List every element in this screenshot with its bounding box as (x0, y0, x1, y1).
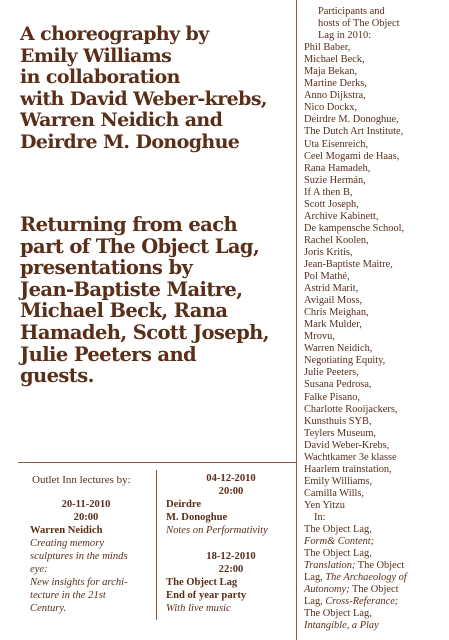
participant-name: Joris Kritis, (304, 246, 353, 258)
heading-line: part of The Object Lag, (20, 234, 260, 258)
event-description: With live music (166, 603, 231, 614)
intro-line: Lag in 2010: (318, 30, 372, 42)
participant-name: Yen Yitzu (304, 499, 345, 511)
event-speaker: Deirdre (166, 499, 202, 510)
participant-name: Jean-Baptiste Maitre, (304, 258, 393, 270)
participants-column (304, 6, 449, 632)
project-line: The Object Lag, (304, 524, 372, 536)
event-description: tecture in the 21st Century. (30, 590, 106, 614)
heading-line: Deirdre M. Donoghue (20, 130, 240, 153)
event-description: Notes on Performativity (166, 525, 268, 536)
event-date: 20-11-2010 (61, 499, 111, 510)
presentations-heading (20, 214, 295, 387)
participant-name: Camilla Wills, (304, 487, 364, 499)
participant-name: Wachtkamer 3e klasse (304, 451, 397, 463)
event-speaker: The Object Lag (166, 577, 238, 588)
participant-name: Michael Beck, (304, 54, 365, 66)
column-divider (296, 0, 297, 640)
project-text: Lag, (304, 596, 326, 608)
event-description: sculptures in the minds eye: (30, 551, 128, 575)
intro-line: Participants and (318, 6, 385, 17)
participant-name: Julie Peeters, (304, 367, 359, 379)
heading-line: in collaboration (20, 66, 180, 89)
project-line (304, 560, 449, 572)
participants-list (304, 42, 449, 512)
participant-name: Phil Baber, (304, 42, 351, 54)
project-line (304, 572, 449, 584)
participant-name: Ceel Mogami de Haas, (304, 150, 400, 162)
participant-name: Suzie Hermán, (304, 174, 366, 186)
intro-line: hosts of The Object (318, 18, 400, 30)
in-label: In: (314, 511, 326, 523)
participant-name: Astrid Marit, (304, 283, 359, 295)
participant-name: Susana Pedrosa, (304, 379, 372, 391)
project-line: The Object Lag, (304, 548, 372, 560)
heading-line: with David Weber-krebs, (20, 87, 267, 110)
project-title: Cross-Referance; (325, 596, 399, 608)
project-title: Autonomy; (304, 584, 350, 596)
participant-name: Kunsthuis SYB, (304, 415, 372, 427)
participant-name: Rachel Koolen, (304, 234, 369, 246)
lectures-title: Outlet Inn lectures by: (32, 474, 131, 486)
participant-name: Negotiating Equity, (304, 355, 386, 367)
project-text: The Object (349, 584, 399, 596)
event-speaker: Warren Neidich (30, 525, 103, 536)
participant-name: Deirdre M. Donoghue, (304, 114, 399, 126)
lecture-event-1 (30, 498, 142, 615)
project-text: The Object (355, 560, 405, 572)
event-date: 04-12-2010 (206, 473, 256, 484)
project-title: Form& Content; (304, 536, 375, 548)
participant-name: Charlotte Rooijackers, (304, 403, 398, 415)
project-line (304, 536, 449, 548)
participant-name: Archive Kabinett, (304, 210, 379, 222)
participant-name: De kampensche School, (304, 222, 405, 234)
heading-line: Julie Peeters and (20, 342, 197, 366)
event-time: 20:00 (218, 486, 244, 497)
participant-name: Nico Dockx, (304, 102, 358, 114)
project-title: Translation; (304, 560, 356, 572)
participant-name: Mark Mulder, (304, 319, 362, 331)
participant-name: Warren Neidich, (304, 343, 373, 355)
project-line (304, 596, 449, 608)
heading-line: A choreography by (20, 23, 209, 45)
events-divider (156, 470, 157, 620)
participant-name: Anno Dijkstra, (304, 90, 366, 102)
participant-name: Teylers Museum, (304, 427, 376, 439)
projects-list (304, 524, 449, 632)
project-text: Lag, (304, 572, 326, 584)
project-title: The Archaeology of (325, 572, 407, 584)
event-time: 22:00 (218, 564, 244, 575)
heading-line: Emily Williams (20, 44, 172, 67)
event-speaker: M. Donoghue (166, 512, 228, 523)
project-line (304, 584, 449, 596)
participant-name: If A then B, (304, 186, 353, 198)
event-time: 20:00 (73, 512, 99, 523)
participant-name: Pol Mathé, (304, 271, 350, 283)
participant-name: Emily Williams, (304, 475, 373, 487)
main-heading (20, 24, 295, 154)
participant-name: Scott Joseph, (304, 198, 359, 210)
event-date: 18-12-2010 (206, 551, 256, 562)
participant-name: Chris Meighan, (304, 307, 369, 319)
participant-name: Maja Bekan, (304, 66, 358, 78)
event-speaker: End of year party (166, 590, 247, 601)
participant-name: Haarlem trainstation, (304, 463, 392, 475)
participant-name: Falke Pisano, (304, 391, 360, 403)
heading-line: Warren Neidich and (20, 109, 223, 132)
lecture-event-3 (166, 550, 296, 615)
heading-line: presentations by (20, 256, 193, 280)
heading-line: Hamadeh, Scott Joseph, (20, 320, 269, 344)
lecture-event-2 (166, 472, 296, 537)
project-line (304, 620, 449, 632)
section-divider (18, 462, 296, 463)
participant-name: Martine Derks, (304, 78, 367, 90)
participant-name: Avigail Moss, (304, 295, 363, 307)
project-title: Intangible, a Play (304, 620, 379, 632)
heading-line: Returning from each (20, 213, 238, 236)
participant-name: The Dutch Art Institute, (304, 126, 404, 138)
heading-line: Michael Beck, Rana (20, 299, 228, 323)
participants-intro (304, 6, 449, 42)
heading-line: guests. (20, 364, 94, 388)
event-description: Creating memory (30, 538, 105, 549)
participant-name: Rana Hamadeh, (304, 162, 371, 174)
participant-name: Uta Eisenreich, (304, 138, 369, 150)
event-description: New insights for archi- (30, 577, 128, 588)
participant-name: Mrovu, (304, 331, 335, 343)
project-line: The Object Lag, (304, 608, 372, 620)
participant-name: David Weber-Krebs, (304, 439, 390, 451)
heading-line: Jean-Baptiste Maitre, (20, 277, 243, 301)
